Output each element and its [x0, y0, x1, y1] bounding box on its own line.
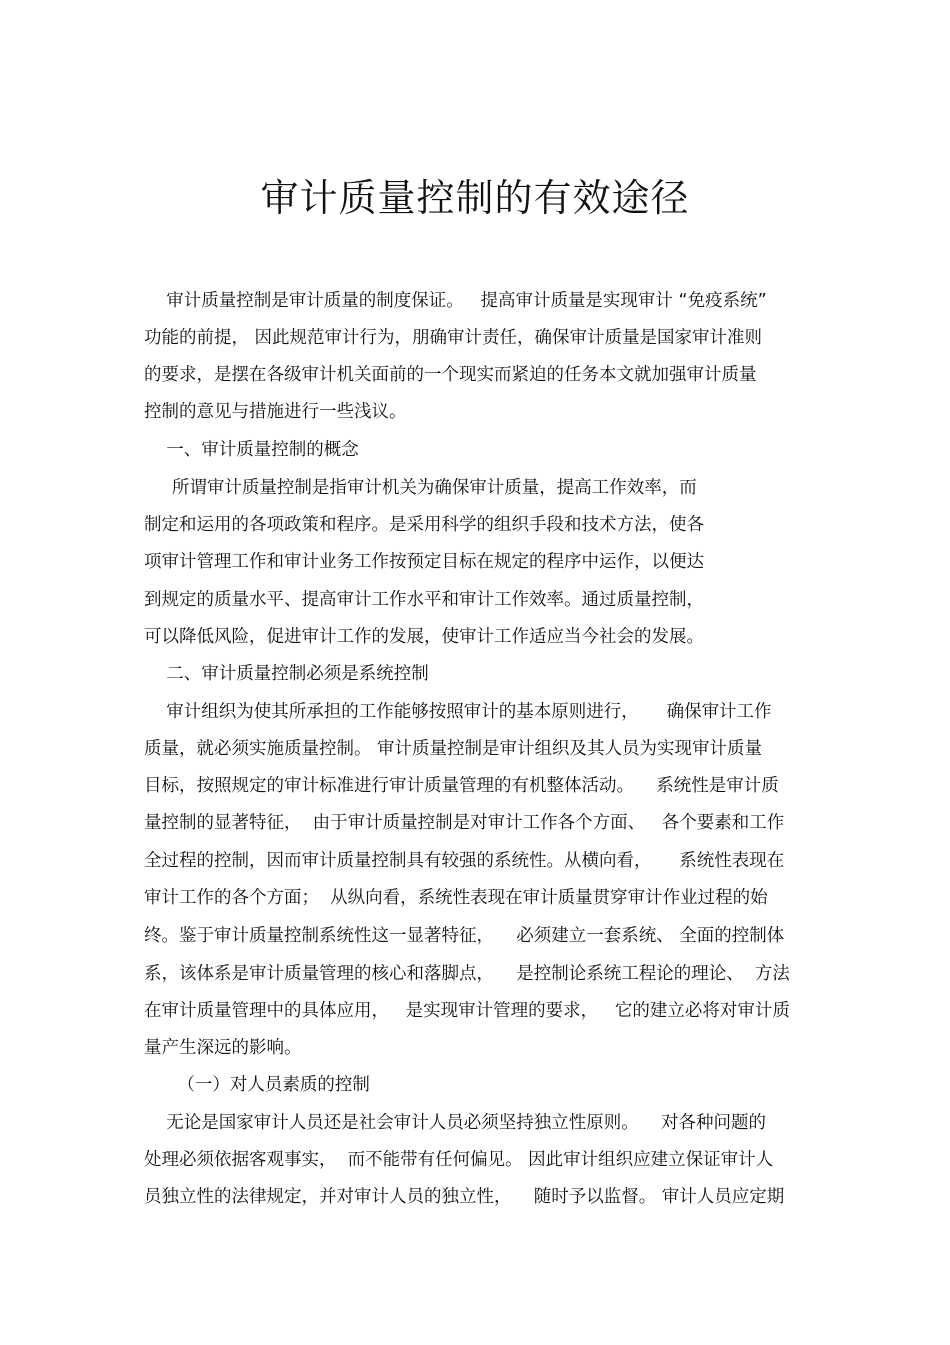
paragraph-line: 量产生深远的影响。 — [144, 1038, 302, 1058]
paragraph-line: 所谓审计质量控制是指审计机关为确保审计质量，提高工作效率，而 — [144, 478, 697, 498]
paragraph-line: 控制的意见与措施进行一些浅议。 — [144, 402, 407, 422]
paragraph-line: 系，该体系是审计质量管理的核心和落脚点， 是控制论系统工程论的理论、 方法 — [144, 964, 790, 984]
paragraph-line: 项审计管理工作和审计业务工作按预定目标在规定的程序中运作，以便达 — [144, 552, 704, 572]
paragraph-line: 处理必须依据客观事实， 而不能带有任何偏见。 因此审计组织应建立保证审计人 — [144, 1150, 774, 1170]
paragraph-line: 员独立性的法律规定，并对审计人员的独立性， 随时予以监督。 审计人员应定期 — [144, 1187, 785, 1207]
paragraph-line: 审计工作的各个方面； 从纵向看，系统性表现在审计质量贯穿审计作业过程的始 — [144, 888, 768, 908]
paragraph-line: 审计质量控制是审计质量的制度保证。 提高审计质量是实现审计 “免疫系统” — [144, 291, 767, 311]
paragraph-line: 在审计质量管理中的具体应用， 是实现审计管理的要求， 它的建立必将对审计质 — [144, 1001, 790, 1021]
paragraph-line: 审计组织为使其所承担的工作能够按照审计的基本原则进行， 确保审计工作 — [144, 702, 772, 722]
paragraph-line: 到规定的质量水平、提高审计工作水平和审计工作效率。通过质量控制， — [144, 590, 704, 610]
paragraph-line: 终。鉴于审计质量控制系统性这一显著特征， 必须建立一套系统、 全面的控制体 — [144, 926, 785, 946]
section-heading: 二、审计质量控制必须是系统控制 — [144, 664, 429, 684]
paragraph-line: 目标，按照规定的审计标准进行审计质量管理的有机整体活动。 系统性是审计质 — [144, 776, 779, 796]
subsection-heading: （一）对人员素质的控制 — [144, 1075, 370, 1095]
paragraph-line: 全过程的控制，因而审计质量控制具有较强的系统性。从横向看， 系统性表现在 — [144, 851, 785, 871]
paragraph-line: 量控制的显著特征， 由于审计质量控制是对审计工作各个方面、 各个要素和工作 — [144, 813, 785, 833]
paragraph-line: 的要求，是摆在各级审计机关面前的一个现实而紧迫的任务本文就加强审计质量 — [144, 365, 757, 385]
paragraph-line: 功能的前提， 因此规范审计行为，朋确审计责任，确保审计质量是国家审计准则 — [144, 328, 763, 348]
section-heading: 一、审计质量控制的概念 — [144, 440, 359, 460]
document-title: 审计质量控制的有效途径 — [260, 176, 690, 220]
paragraph-line: 质量，就必须实施质量控制。 审计质量控制是审计组织及其人员为实现审计质量 — [144, 739, 763, 759]
paragraph-line: 无论是国家审计人员还是社会审计人员必须坚持独立性原则。 对各种问题的 — [144, 1113, 766, 1133]
paragraph-line: 可以降低风险，促进审计工作的发展，使审计工作适应当今社会的发展。 — [144, 627, 704, 647]
paragraph-line: 制定和运用的各项政策和程序。是采用科学的组织手段和技术方法，使各 — [144, 515, 704, 535]
